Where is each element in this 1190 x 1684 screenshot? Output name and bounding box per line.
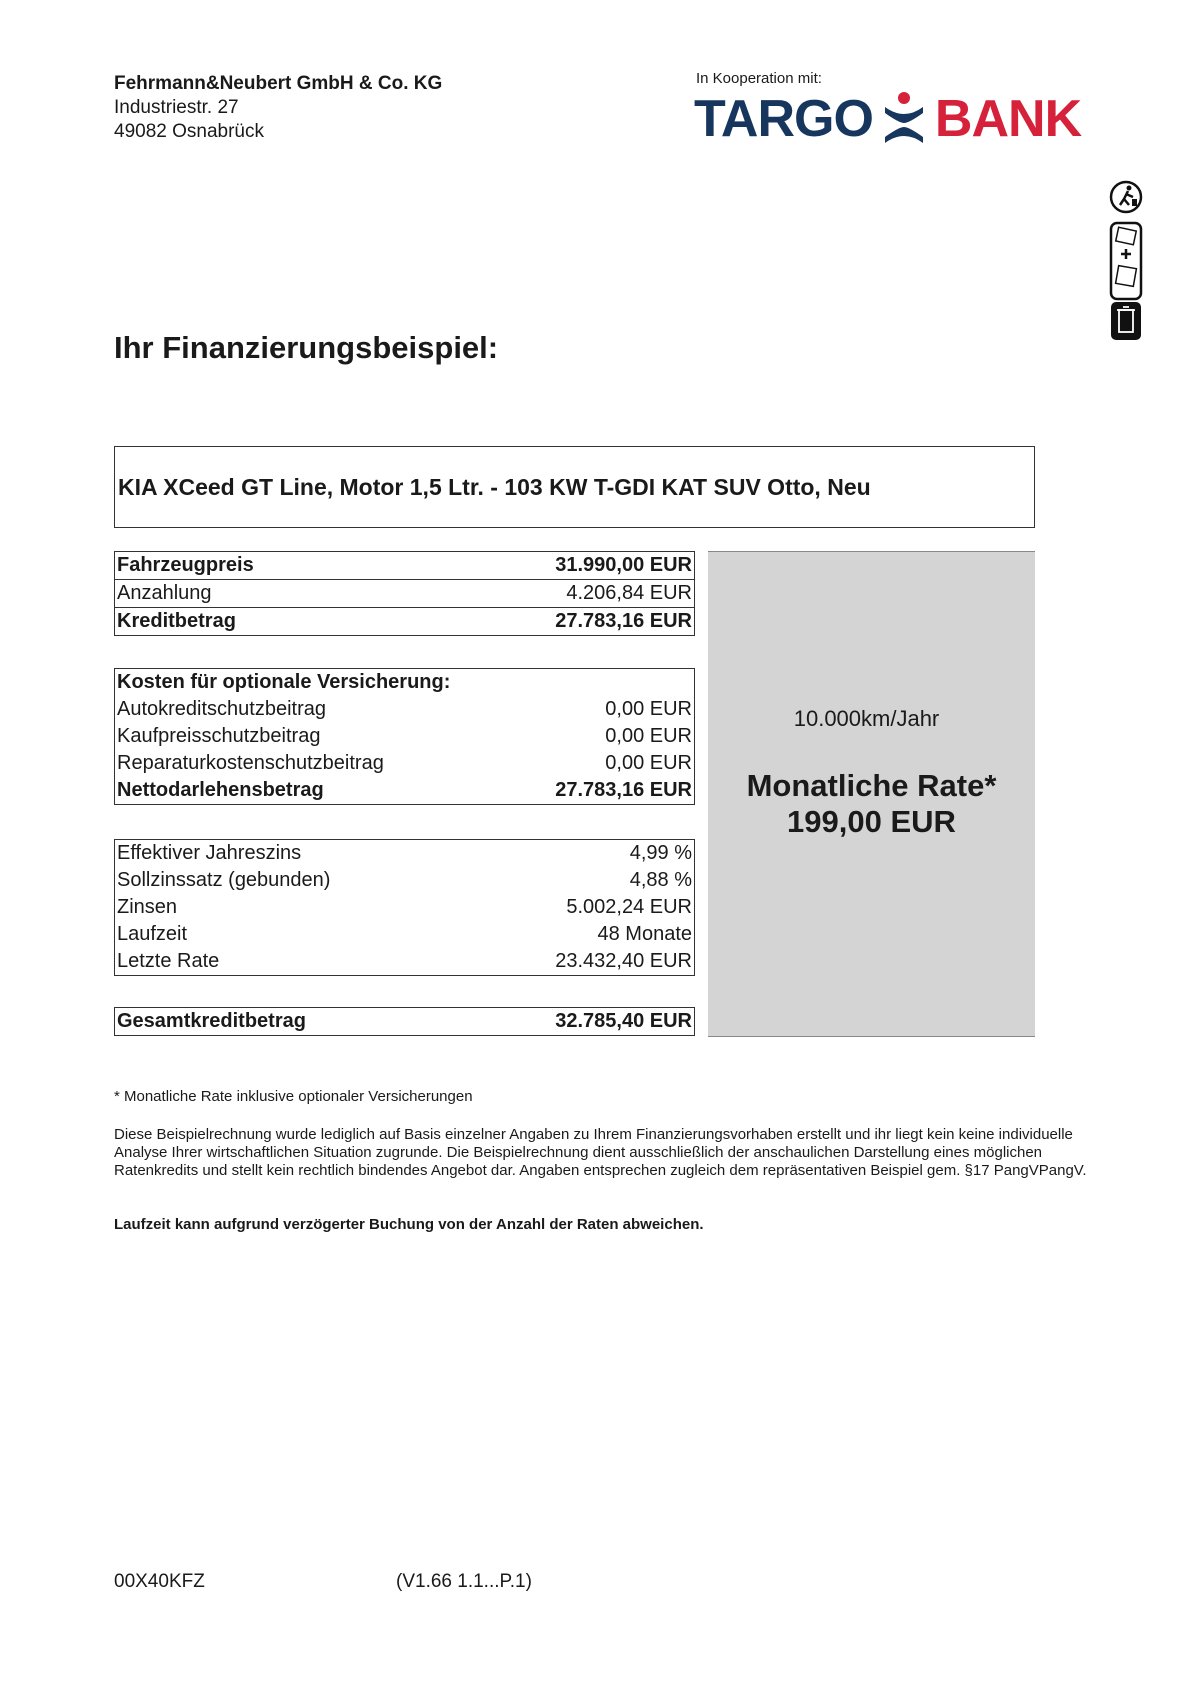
row-value: 27.783,16 EUR [555, 610, 692, 632]
table-row [115, 921, 694, 948]
row-value: 0,00 EUR [605, 698, 692, 720]
dealer-name: Fehrmann&Neubert GmbH & Co. KG [114, 73, 443, 94]
row-label: Nettodarlehensbetrag [117, 779, 324, 801]
row-value: 4.206,84 EUR [566, 582, 692, 604]
monthly-rate-label: Monatliche Rate* [746, 768, 997, 803]
row-label: Fahrzeugpreis [117, 554, 254, 576]
row-label: Sollzinssatz (gebunden) [117, 869, 331, 891]
table-row [115, 894, 694, 921]
price-table [114, 551, 695, 636]
person-recycling-icon [1108, 180, 1144, 214]
table-row [115, 750, 694, 777]
table-row [115, 723, 694, 750]
targobank-logo [694, 88, 1081, 150]
row-label: Zinsen [117, 896, 178, 918]
table-row [115, 867, 694, 894]
row-value: 32.785,40 EUR [555, 1010, 692, 1032]
insurance-table [114, 668, 695, 805]
page-title: Ihr Finanzierungsbeispiel: [114, 330, 499, 365]
dealer-street: Industriestr. 27 [114, 97, 239, 118]
table-title-row [115, 669, 694, 696]
row-label: Reparaturkostenschutzbeitrag [117, 752, 384, 774]
row-label: Kaufpreisschutzbeitrag [117, 725, 321, 747]
footnote: * Monatliche Rate inklusive optionaler Versicherungen [114, 1088, 473, 1105]
table-row [115, 1008, 694, 1035]
table-row [115, 840, 694, 867]
table-row [115, 948, 694, 975]
row-value: 48 Monate [597, 923, 692, 945]
table-row [115, 580, 694, 607]
version-number: (V1.66 1.1...P.1) [396, 1571, 532, 1592]
row-label: Anzahlung [117, 582, 212, 604]
monthly-rate-panel [708, 551, 1035, 1037]
disclaimer: Diese Beispielrechnung wurde lediglich auf Basis einzelner Angaben zu Ihrem Finanzierungsvorhaben erstellt und ihr liegt kein keine individuelle Analyse Ihrer wirtschaftlichen Situation zugrunde. Die Beispielrechnung dient ausschließlich der anschaulichen Darstellung eines möglichen Ratenkredits und stellt kein rechtlich bindendes Angebot dar. Angaben entsprechen zugleich dem repräsentativen Beispiel gem. §17 PangVPangV. [114, 1126, 1087, 1179]
total-table [114, 1007, 695, 1036]
trash-bin-icon [1108, 302, 1144, 342]
row-label: Autokreditschutzbeitrag [117, 698, 327, 720]
logo-x-mark-icon [879, 91, 929, 147]
row-value: 27.783,16 EUR [555, 779, 692, 801]
dealer-address [114, 72, 442, 144]
table-row [115, 552, 694, 580]
cooperation-label: In Kooperation mit: [696, 70, 822, 87]
logo-text-left: TARGO [694, 90, 873, 148]
term-note: Laufzeit kann aufgrund verzögerter Buchung von der Anzahl der Raten abweichen. [114, 1216, 704, 1233]
logo-text-right: BANK [934, 90, 1082, 148]
table-row [115, 777, 694, 804]
vehicle-name: KIA XCeed GT Line, Motor 1,5 Ltr. - 103 KW T-GDI KAT SUV Otto, Neu [118, 473, 871, 500]
document-code: 00X40KFZ [114, 1571, 205, 1592]
dealer-city: 49082 Osnabrück [114, 121, 264, 142]
monthly-rate-value: 199,00 EUR [787, 804, 956, 839]
row-label: Kreditbetrag [117, 610, 236, 632]
vehicle-description [114, 446, 1035, 528]
row-label: Letzte Rate [117, 950, 220, 972]
mileage-text: 10.000km/Jahr [793, 706, 940, 731]
row-value: 5.002,24 EUR [566, 896, 692, 918]
rate-table [114, 839, 695, 976]
row-label: Laufzeit [117, 923, 188, 945]
row-label: Effektiver Jahreszins [117, 842, 302, 864]
row-value: 0,00 EUR [605, 752, 692, 774]
table-title: Kosten für optionale Versicherung: [117, 671, 451, 693]
recycling-icons [1108, 180, 1144, 347]
row-label: Gesamtkreditbetrag [117, 1010, 306, 1032]
row-value: 4,99 % [629, 842, 692, 864]
package-plus-icon [1108, 221, 1144, 301]
row-value: 4,88 % [629, 869, 692, 891]
row-value: 31.990,00 EUR [555, 554, 692, 576]
table-row [115, 607, 694, 635]
table-row [115, 696, 694, 723]
row-value: 23.432,40 EUR [555, 950, 692, 972]
row-value: 0,00 EUR [605, 725, 692, 747]
